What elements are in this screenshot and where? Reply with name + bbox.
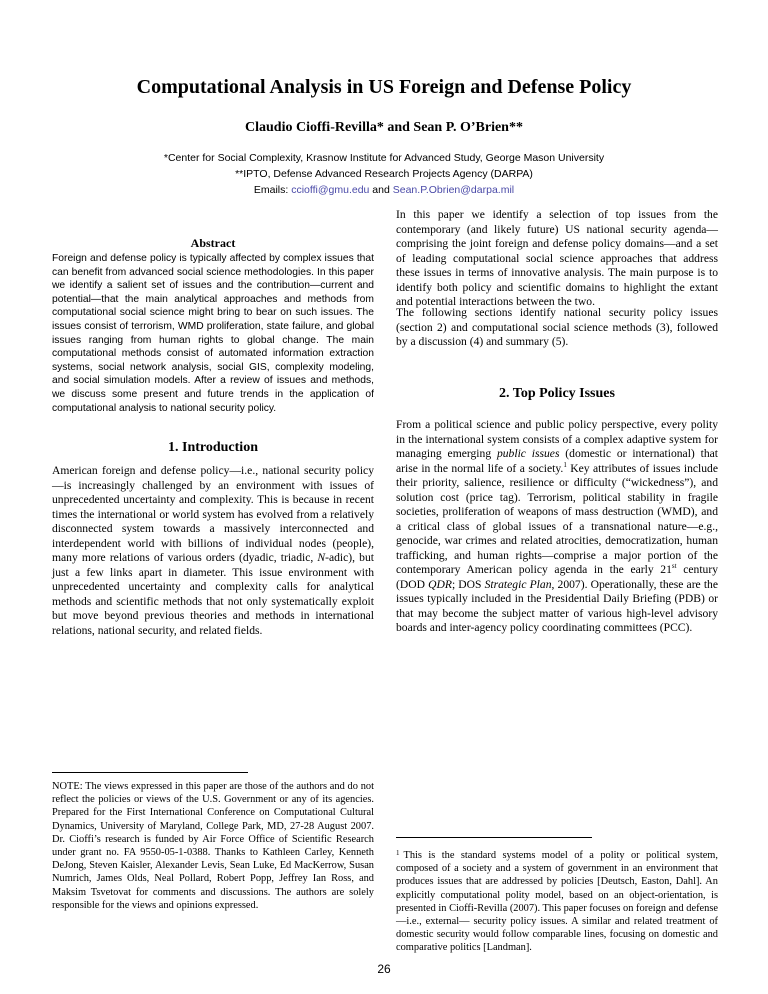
emails-label: Emails:	[253, 184, 292, 196]
s2-text-3: Key attributes of issues include their priority, salience, resilience or difficulty (“wickedness”), and solution cost (price tag). Terrorism, political stability in fragile societies, proliferation of weapons of mass destruction (WMD), and a critical class of global issues of a transnational nature—e.g., genocide, war crimes and related atrocities, democratization, human trafficking, and human rights—comprise a major portion of the contemporary American policy agenda in the early 21	[396, 461, 719, 576]
emails-and: and	[369, 184, 393, 196]
footnote-text: This is the standard systems model of a polity or political system, composed of a society and a system of government in an environment that produces issues that are addressed by policies [Deutsch, Easton, Dahl]. An explicitly computational polity model, based on an object-orientation, is presented in Cioffi-Revilla (2007). This paper focuses on foreign and defense—i.e., external— security policy issues. A similar and related treatment of domestic security would follow comparable lines, focusing on domestic and comparative politics [Landman].	[396, 850, 718, 954]
paper-authors: Claudio Cioffi-Revilla* and Sean P. O’Brien**	[245, 120, 523, 135]
page-number: 26	[377, 962, 391, 976]
affiliation-2: **IPTO, Defense Advanced Research Projects Agency (DARPA)	[235, 168, 533, 180]
author-note: NOTE: The views expressed in this paper are those of the authors and do not reflect the policies or views of the U.S. Government or any of its agencies. Prepared for the First International Conference on Computational Cultural Dynamics, University of Maryland, College Park, MD, 27-28 August 2007. Dr. Cioffi’s research is funded by Air Force Office of Scientific Research under grant no. FA 9550-05-1-0388. Thanks to Kathleen Carley, Kenneth DeJong, Steven Kaisler, Alexander Levis, Sean Luke, Ed MacKerrow, Susan Numrich, James Olds, Neal Pollard, Robert Popp, Jeffrey Ian Ross, and Maksim Tsvetovat for comments and discussions. The authors are solely responsible for the views and opinions expressed.	[52, 781, 374, 911]
section-2-body	[396, 418, 718, 636]
section-2-heading: 2. Top Policy Issues	[499, 386, 615, 401]
intro-paragraph-right: In this paper we identify a selection of top issues from the contemporary (and likely future) US national security agenda—comprising the joint foreign and defense policy domains—and a set of leading computational social science approaches that address these issues in terms of innovative analysis. The main purpose is to identify both policy and scientific domains to highlight the extant and potential interactions between the two.	[396, 208, 718, 308]
section-1-body	[52, 464, 374, 638]
note-separator	[52, 772, 248, 773]
s1-text-b: -adic), but just a few links apart in diameter. This issue environment with unprecedented uncertainty and complexity calls for analytical methods and scientific methods that not only systematically exploit but move beyond previous theories and methods in international relations, national security, and related fields.	[52, 551, 374, 637]
abstract-heading: Abstract	[190, 236, 236, 250]
s2-text-1: From a political science and public policy perspective, every polity in the international system consists of a complex adaptive system for managing emerging	[396, 418, 718, 460]
s2-text-6: , 2007). Operationally, these are the issues typically included in the Presidential Daily Briefing (PDB) or that may become the subject matter of various high-level advisory boards and inter-agency policy coordinating committees (PCC).	[396, 577, 718, 634]
s2-sup-st: st	[671, 562, 677, 571]
s1-em-n: N	[317, 551, 326, 564]
sections-overview-paragraph: The following sections identify national security policy issues (section 2) and computational social science methods (3), followed by a discussion (4) and summary (5).	[396, 306, 718, 348]
footnote-ref-1[interactable]: 1	[563, 460, 567, 469]
affiliations	[0, 150, 768, 198]
s1-text-a: American foreign and defense policy—i.e., national security policy—is increasingly challenged by an environment with issues of unprecedented uncertainty and complexity. This is because in recent times the international or world system has evolved from a relatively disconnected system towards a massively interconnected and interdependent world with billions of individual nodes (people), many more relations of various orders (dyadic, triadic,	[52, 464, 374, 564]
section-1-heading: 1. Introduction	[168, 440, 258, 455]
s2-text-5: ; DOS	[451, 577, 485, 591]
paper-title: Computational Analysis in US Foreign and Defense Policy	[136, 76, 632, 98]
s2-text-4: century (DOD	[396, 563, 718, 591]
footnote-number: 1	[396, 849, 400, 857]
email-link-cioffi[interactable]: ccioffi@gmu.edu	[291, 184, 370, 196]
emails-line	[0, 182, 768, 198]
s2-em-strategic-plan: Strategic Plan	[484, 577, 552, 591]
s2-em-qdr: QDR	[428, 577, 452, 591]
s2-em-public-issues: public issues	[496, 447, 560, 460]
footnote-separator	[396, 837, 592, 838]
affiliation-1: *Center for Social Complexity, Krasnow Institute for Advanced Study, George Mason University	[163, 152, 605, 164]
footnote-1	[396, 849, 718, 955]
s2-text-2: (domestic or international) that arise in the normal life of a society.	[396, 447, 718, 475]
email-link-obrien[interactable]: Sean.P.Obrien@darpa.mil	[392, 184, 515, 196]
abstract-body: Foreign and defense policy is typically affected by complex issues that can benefit from advanced social science methodologies. In this paper we identify a salient set of issues and the contribution—current and potential—that the main analytical approaches and methods from computational social science might bring to bear on such issues. The issues consist of terrorism, WMD proliferation, state failure, and global issues ranging from human rights to global change. The main computational methods consist of automated information extraction systems, social network analysis, social GIS, complexity modeling, and social simulation models. After a review of issues and methods, we discuss some present and future trends in the application of computational analysis to national security policy.	[52, 253, 374, 414]
